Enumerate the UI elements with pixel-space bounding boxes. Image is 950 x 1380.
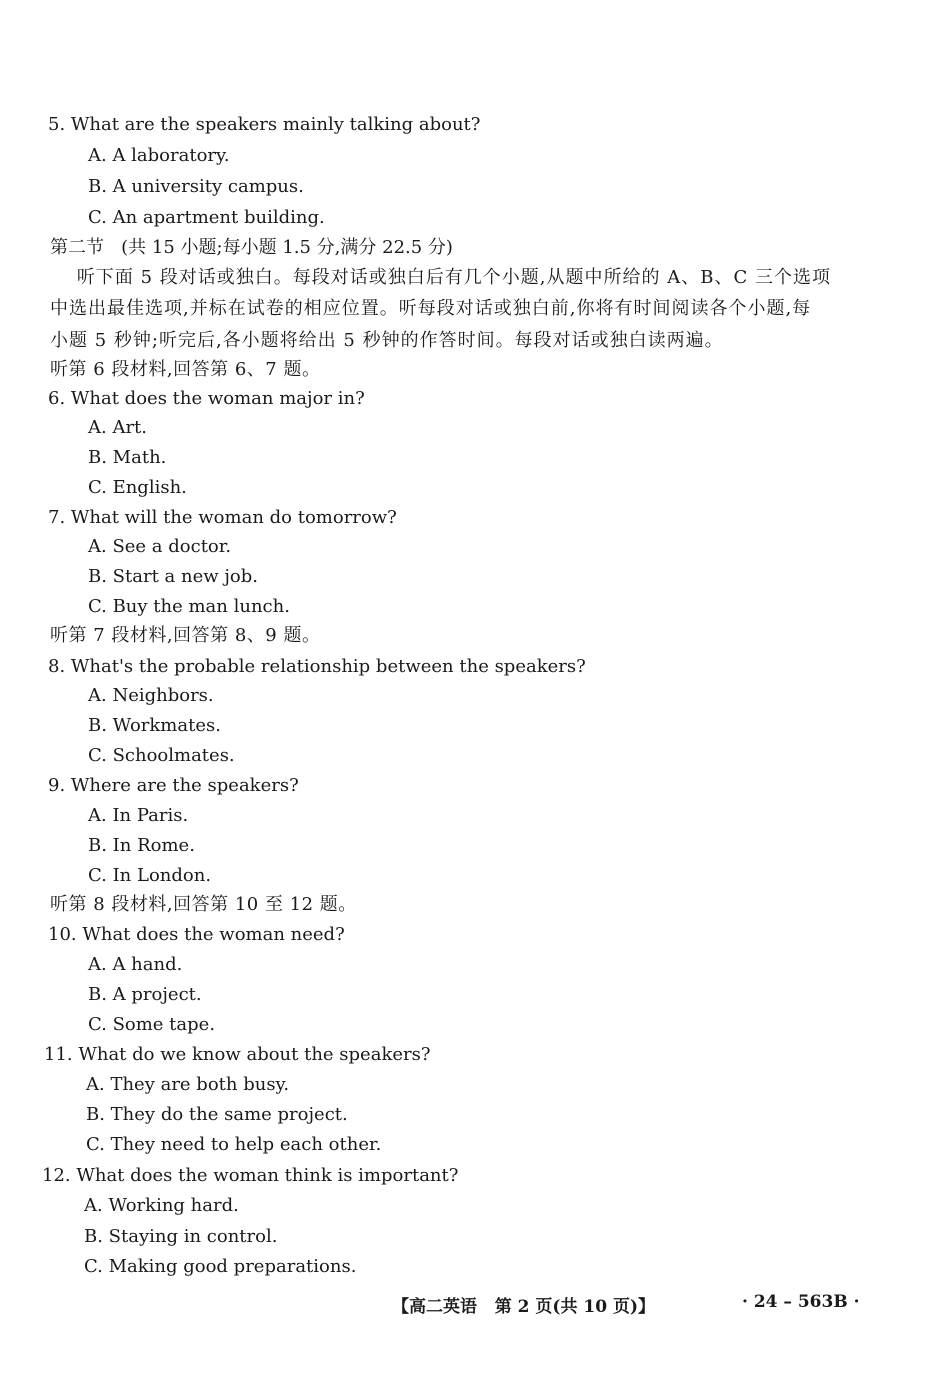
question-10: 10. What does the woman need? (48, 924, 345, 945)
section-2-instructions-line-1: 听下面 5 段对话或独白。每段对话或独白后有几个小题,从题中所给的 A、B、C 三个选项 (50, 267, 831, 288)
q8-option-c: C. Schoolmates. (88, 745, 235, 766)
q12-option-c: C. Making good preparations. (84, 1256, 357, 1277)
section-2-instructions-line-3: 小题 5 秒钟;听完后,各小题将给出 5 秒钟的作答时间。每段对话或独白读两遍。 (50, 330, 724, 351)
q8-option-a: A. Neighbors. (88, 685, 214, 706)
q9-option-c: C. In London. (88, 865, 212, 886)
q6-option-c: C. English. (88, 477, 187, 498)
q10-option-a: A. A hand. (88, 954, 183, 975)
q10-option-b: B. A project. (88, 984, 202, 1005)
q8-option-b: B. Workmates. (88, 715, 221, 736)
page-number-label: 【高二英语 第 2 页(共 10 页)】 (392, 1297, 656, 1317)
q11-option-b: B. They do the same project. (86, 1104, 348, 1125)
q7-option-b: B. Start a new job. (88, 566, 259, 587)
q11-option-c: C. They need to help each other. (86, 1134, 382, 1155)
q6-option-a: A. Art. (88, 417, 148, 438)
q5-option-a: A. A laboratory. (88, 145, 230, 166)
q11-option-a: A. They are both busy. (86, 1074, 290, 1095)
q9-option-a: A. In Paris. (88, 805, 189, 826)
section-2-instructions-line-2: 中选出最佳选项,并标在试卷的相应位置。听每段对话或独白前,你将有时间阅读各个小题,每 (50, 298, 812, 319)
passage-6-heading: 听第 6 段材料,回答第 6、7 题。 (50, 359, 321, 380)
exam-code: · 24 – 563B · (742, 1292, 860, 1312)
q6-option-b: B. Math. (88, 447, 167, 468)
question-5: 5. What are the speakers mainly talking about? (48, 114, 481, 135)
q10-option-c: C. Some tape. (88, 1014, 216, 1035)
q7-option-c: C. Buy the man lunch. (88, 596, 290, 617)
question-7: 7. What will the woman do tomorrow? (48, 507, 397, 528)
section-2-heading: 第二节 (共 15 小题;每小题 1.5 分,满分 22.5 分) (50, 237, 453, 258)
q5-option-c: C. An apartment building. (88, 207, 325, 228)
q12-option-a: A. Working hard. (84, 1195, 239, 1216)
q9-option-b: B. In Rome. (88, 835, 195, 856)
question-12: 12. What does the woman think is important? (42, 1165, 459, 1186)
question-11: 11. What do we know about the speakers? (44, 1044, 431, 1065)
question-9: 9. Where are the speakers? (48, 775, 299, 796)
question-6: 6. What does the woman major in? (48, 388, 365, 409)
passage-8-heading: 听第 8 段材料,回答第 10 至 12 题。 (50, 894, 357, 915)
passage-7-heading: 听第 7 段材料,回答第 8、9 题。 (50, 625, 321, 646)
q7-option-a: A. See a doctor. (88, 536, 232, 557)
q12-option-b: B. Staying in control. (84, 1226, 278, 1247)
q5-option-b: B. A university campus. (88, 176, 304, 197)
question-8: 8. What's the probable relationship between the speakers? (48, 656, 586, 677)
